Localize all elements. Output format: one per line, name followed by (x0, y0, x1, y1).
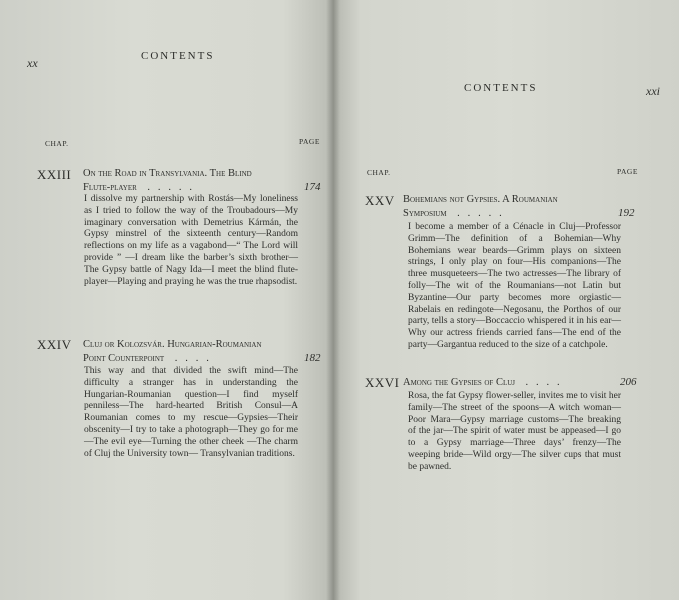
book-spine-shadow (326, 0, 340, 600)
chapter-title-continuation: Point Counterpoint (83, 353, 165, 364)
chapter-summary: I become a member of a Cénacle in Cluj—Professor Grimm—The definition of a Bohemian—Why Bohemians wear beards—Grimm plays on sixteen strings, I only play on four—His companions—The three musqueteers—The two actresses—The library of folly—The wit of the Roumanians—not Latin but Byzantine—Our party becomes more orgiastic—Rabelais en redingote—Negosanu, the Porthos of our party, tells a story—Boccaccio whispered it in his ear—Why our actress friends carried fans—The end of the party—Gargantua reduced to the size of a catchpole. (408, 222, 621, 350)
chapter-numeral: XXV (365, 193, 395, 208)
chapter-title-line: Bohemians not Gypsies. A Roumanian (403, 194, 558, 205)
chapter-title-line: Symposium . . . . . (403, 208, 502, 219)
left-page (0, 0, 333, 600)
chapter-title-line: Point Counterpoint . . . . (83, 353, 209, 364)
page-folio: xxi (646, 84, 660, 98)
chapter-page-number: 182 (304, 352, 321, 364)
chapter-title (403, 193, 635, 221)
page-folio: xx (27, 56, 38, 70)
chapter-title-continuation: Flute-player (83, 182, 137, 193)
chapter-title-line: Cluj or Kolozsvár. Hungarian-Roumanian (83, 339, 262, 350)
running-head: CONTENTS (141, 50, 215, 62)
chapter-title-line: Among the Gypsies of Cluj . . . . (403, 377, 560, 388)
chapter-summary: This way and that divided the swift mind—The difficulty a stranger has in understanding the Hungarian-Roumanian question—I find myself penniless—The hard-hearted British Consul—A Roumanian comes to my rescue—Gypsies—Their obscenity—I try to take a photograph—They go for me—The evil eye—Turning the other cheek —The charm of Cluj the University town— Transylvanian traditions. (84, 366, 298, 459)
chapter-page-number: 174 (304, 181, 321, 193)
chap-column-label: CHAP. (367, 168, 391, 177)
chapter-numeral: XXIII (37, 167, 72, 182)
running-head: CONTENTS (464, 82, 538, 94)
chapter-title-line: Flute-player . . . . . (83, 182, 192, 193)
chapter-title-line: On the Road in Transylvania. The Blind (83, 168, 252, 179)
chapter-title-continuation: Among the Gypsies of Cluj (403, 377, 516, 388)
chapter-title-continuation: Symposium (403, 208, 447, 219)
chapter-title (83, 167, 318, 195)
right-page (333, 0, 679, 600)
chap-column-label: CHAP. (45, 139, 69, 148)
chapter-summary: I dissolve my partnership with Rostás—My loneliness as I tried to follow the way of the Troubadours—My imaginary conversation with Demetrius Kármán, the Gypsy minstrel of the sixteenth century—Random reflections on my life as a vagabond—“ The Lord will provide ” —I dream like the barber’s sixth brother—The Gypsy battle of Nagy Ida—I meet the blind flute-player—Playing and praying he was the true rhapsodist. (84, 194, 298, 287)
page-column-label: PAGE (299, 137, 320, 146)
page-column-label: PAGE (617, 167, 638, 176)
chapter-title (403, 376, 635, 390)
chapter-page-number: 206 (620, 376, 637, 388)
chapter-numeral: XXIV (37, 337, 72, 352)
chapter-page-number: 192 (618, 207, 635, 219)
chapter-title (83, 338, 318, 366)
chapter-summary: Rosa, the fat Gypsy flower-seller, invites me to visit her family—The street of the spoons—A witch woman—Poor Mara—Gypsy marriage customs—The breaking of the jar—The spirit of water must be appeased—I go to a Gypsy marriage—Three days’ frenzy—The weeping bride—Wild orgy—The silver cups that must be pawned. (408, 391, 621, 472)
chapter-numeral: XXVI (365, 375, 400, 390)
